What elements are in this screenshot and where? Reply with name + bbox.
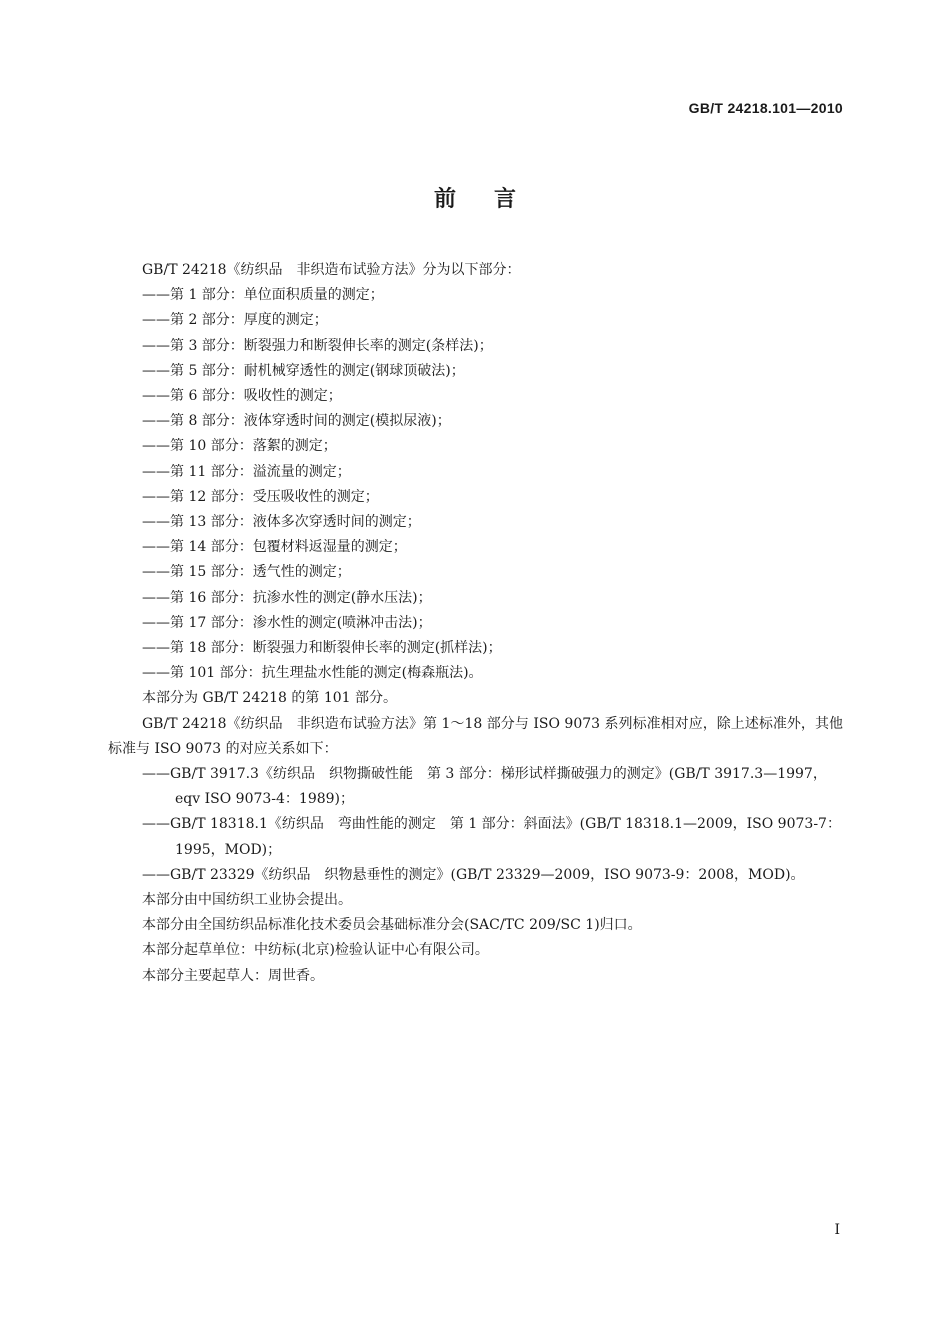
part-list-item: ——第 15 部分：透气性的测定； (142, 564, 351, 581)
intro-paragraph: GB/T 24218《纺织品 非织造布试验方法》分为以下部分： (142, 262, 521, 278)
administrator-paragraph: 本部分由全国纺织品标准化技术委员会基础标准分会(SAC/TC 209/SC 1)归口。 (142, 917, 642, 934)
part-list-item: ——第 8 部分：液体穿透时间的测定(模拟尿液)； (142, 413, 451, 430)
page-number: I (834, 1222, 840, 1238)
proposer-paragraph: 本部分由中国纺织工业协会提出。 (142, 892, 352, 909)
part-list-item: ——第 3 部分：断裂强力和断裂伸长率的测定(条样法)； (142, 337, 493, 354)
page-title: 前言 (433, 187, 554, 212)
part-list-item: ——第 1 部分：单位面积质量的测定； (142, 287, 384, 304)
drafter-paragraph: 本部分主要起草人：周世香。 (142, 967, 324, 984)
part-list-item: ——第 12 部分：受压吸收性的测定； (142, 488, 379, 505)
reference-list-item: ——GB/T 23329《纺织品 织物悬垂性的测定》(GB/T 23329—2009，ISO 9073-9：2008，MOD)。 (142, 866, 805, 883)
reference-list-item: ——GB/T 3917.3《纺织品 织物撕破性能 第 3 部分：梯形试样撕破强力的测定》(GB/T 3917.3—1997，eqv ISO 9073-4：1989)； (142, 766, 827, 808)
this-part-paragraph: 本部分为 GB/T 24218 的第 101 部分。 (142, 690, 398, 707)
standard-code: GB/T 24218.101—2010 (688, 100, 843, 116)
part-list-item: ——第 10 部分：落絮的测定； (142, 438, 337, 455)
part-list-item: ——第 11 部分：溢流量的测定； (142, 463, 351, 480)
reference-list-item: ——GB/T 18318.1《纺织品 弯曲性能的测定 第 1 部分：斜面法》(GB/T 18318.1—2009，ISO 9073-7：1995，MOD)； (142, 816, 841, 858)
part-list-item: ——第 6 部分：吸收性的测定； (142, 388, 342, 405)
part-list-item: ——第 14 部分：包覆材料返湿量的测定； (142, 539, 407, 556)
part-list-item: ——第 13 部分：液体多次穿透时间的测定； (142, 514, 421, 531)
part-list-item: ——第 5 部分：耐机械穿透性的测定(钢球顶破法)； (142, 362, 465, 379)
foreword-content (108, 258, 843, 989)
part-list-item: ——第 17 部分：渗水性的测定(喷淋冲击法)； (142, 614, 432, 631)
part-list-item: ——第 16 部分：抗渗水性的测定(静水压法)； (142, 589, 432, 606)
correspondence-paragraph: GB/T 24218《纺织品 非织造布试验方法》第 1～18 部分与 ISO 9073 系列标准相对应，除上述标准外，其他标准与 ISO 9073 的对应关系如下： (108, 715, 843, 757)
part-list-item: ——第 101 部分：抗生理盐水性能的测定(梅森瓶法)。 (142, 665, 483, 682)
part-list-item: ——第 18 部分：断裂强力和断裂伸长率的测定(抓样法)； (142, 640, 502, 657)
drafting-unit-paragraph: 本部分起草单位：中纺标(北京)检验认证中心有限公司。 (142, 942, 489, 959)
part-list-item: ——第 2 部分：厚度的测定； (142, 312, 328, 329)
